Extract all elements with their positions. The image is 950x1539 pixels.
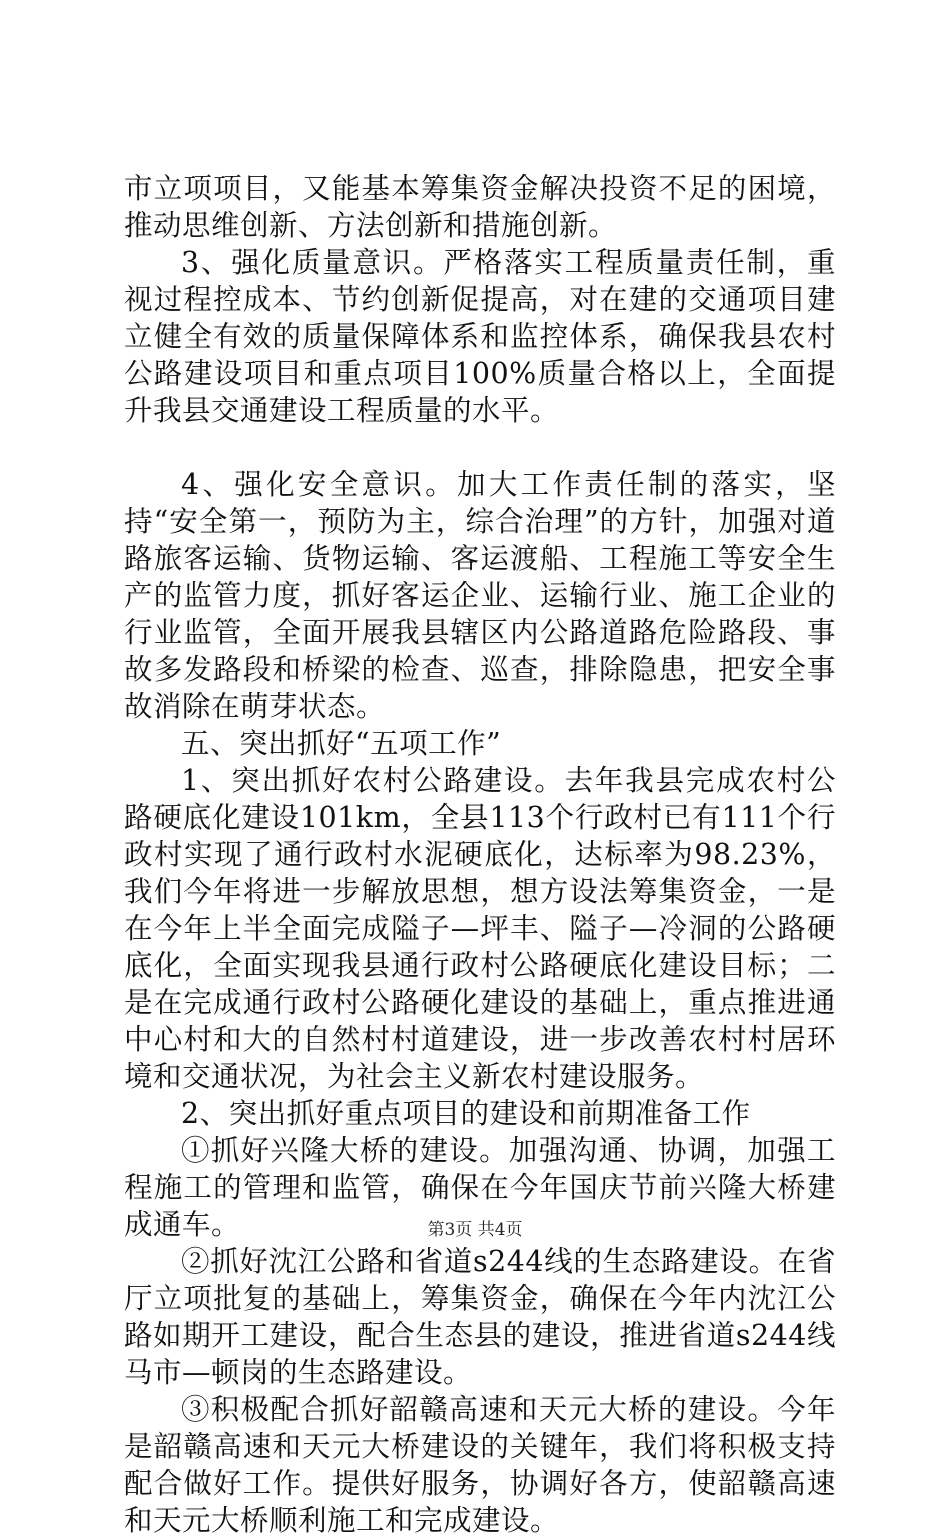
- paragraph-key-projects-heading: 2、突出抓好重点项目的建设和前期准备工作: [181, 1097, 751, 1130]
- list-item-shenjiang-road: ②抓好沈江公路和省道s244线的生态路建设。在省厅立项批复的基础上，筹集资金，确保在今年内沈江公路如期开工建设，配合生态县的建设，推进省道s244线马市—顿岗的生态路建设。: [124, 1245, 836, 1389]
- page-footer: 第3页 共4页: [427, 1220, 523, 1240]
- paragraph-continuation: 市立项项目，又能基本筹集资金解决投资不足的困境，推动思维创新、方法创新和措施创新。: [124, 172, 836, 242]
- list-item-xinglong-bridge: ①抓好兴隆大桥的建设。加强沟通、协调，加强工程施工的管理和监管，确保在今年国庆节前兴隆大桥建成通车。: [124, 1134, 836, 1241]
- document-body: [124, 170, 836, 1539]
- section-heading-five-tasks: 五、突出抓好“五项工作”: [181, 727, 502, 760]
- paragraph-quality-awareness: 3、强化质量意识。严格落实工程质量责任制，重视过程控成本、节约创新促提高，对在建的交通项目建立健全有效的质量保障体系和监控体系，确保我县农村公路建设项目和重点项目100%质量合格以上，全面提升我县交通建设工程质量的水平。: [124, 246, 836, 427]
- list-item-shaogan-expressway: ③积极配合抓好韶赣高速和天元大桥的建设。今年是韶赣高速和天元大桥建设的关键年，我们将积极支持配合做好工作。提供好服务，协调好各方，使韶赣高速和天元大桥顺利施工和完成建设。: [124, 1393, 836, 1537]
- paragraph-safety-awareness: 4、强化安全意识。加大工作责任制的落实，坚持“安全第一，预防为主，综合治理”的方针，加强对道路旅客运输、货物运输、客运渡船、工程施工等安全生产的监管力度，抓好客运企业、运输行业、施工企业的行业监管，全面开展我县辖区内公路道路危险路段、事故多发路段和桥梁的检查、巡查，排除隐患，把安全事故消除在萌芽状态。: [124, 468, 836, 723]
- paragraph-rural-roads: 1、突出抓好农村公路建设。去年我县完成农村公路硬底化建设101km，全县113个行政村已有111个行政村实现了通行政村水泥硬底化，达标率为98.23%，我们今年将进一步解放思想，想方设法筹集资金，一是在今年上半全面完成隘子—坪丰、隘子—冷洞的公路硬底化，全面实现我县通行政村公路硬底化建设目标；二是在完成通行政村公路硬化建设的基础上，重点推进通中心村和大的自然村村道建设，进一步改善农村村居环境和交通状况，为社会主义新农村建设服务。: [124, 764, 836, 1093]
